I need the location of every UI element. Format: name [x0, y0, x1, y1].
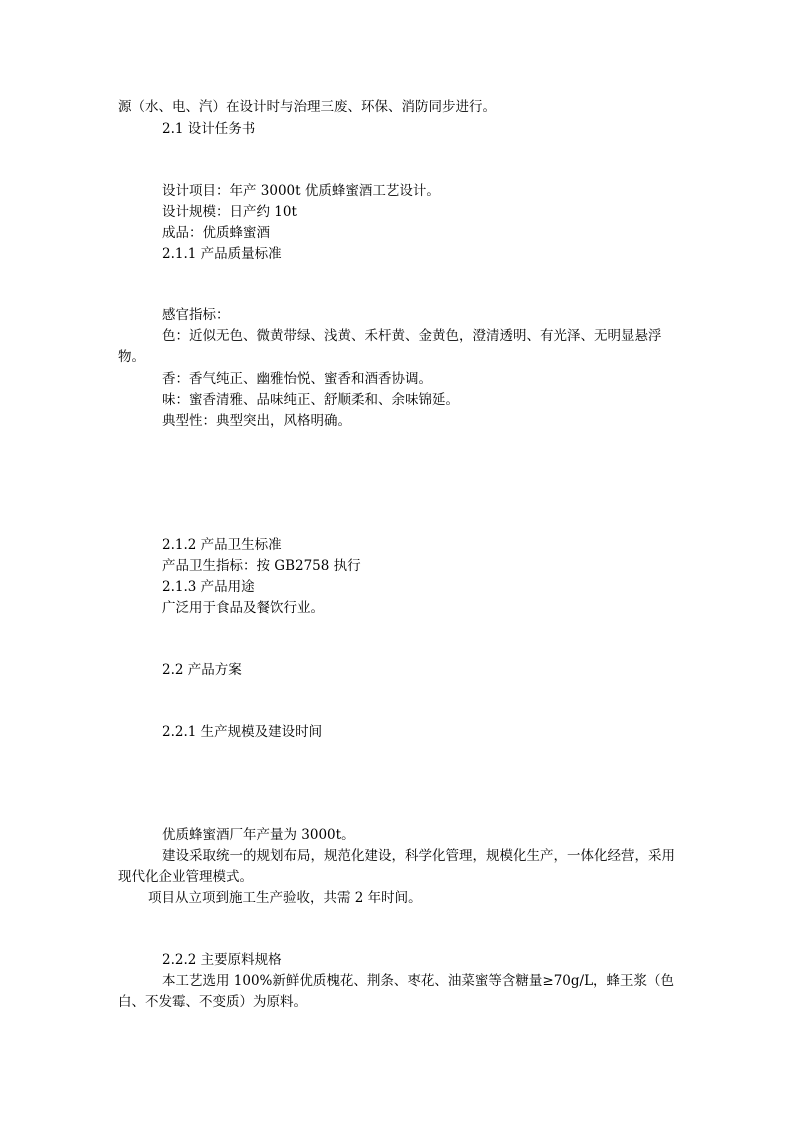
section-heading: 2.1.1 产品质量标准 [162, 246, 282, 262]
paragraph-text: 建设采取统一的规划布局，规范化建设，科学化管理，规模化生产，一体化经营，采用现代化企业管理模式。 [118, 848, 675, 885]
paragraph-text: 设计项目：年产 3000t 优质蜂蜜酒工艺设计。 [162, 183, 440, 199]
section-heading: 2.2.2 主要原料规格 [162, 952, 282, 968]
section-heading: 2.1.3 产品用途 [162, 579, 255, 595]
paragraph-text: 成品：优质蜂蜜酒 [162, 225, 270, 241]
paragraph-text: 优质蜂蜜酒厂年产量为 3000t。 [162, 827, 355, 843]
section-heading: 2.1.2 产品卫生标准 [162, 537, 282, 553]
section-heading: 2.2 产品方案 [162, 662, 242, 678]
paragraph-text: 项目从立项到施工生产验收，共需 2 年时间。 [148, 890, 422, 906]
paragraph-text: 源（水、电、汽）在设计时与治理三废、环保、消防同步进行。 [118, 99, 496, 115]
paragraph-text: 产品卫生指标：按 GB2758 执行 [162, 558, 361, 574]
paragraph-text: 典型性：典型突出，风格明确。 [162, 413, 351, 429]
paragraph-text: 味：蜜香清雅、品味纯正、舒顺柔和、余味锦延。 [162, 392, 459, 408]
paragraph-text: 设计规模：日产约 10t [162, 204, 297, 220]
section-heading: 2.2.1 生产规模及建设时间 [162, 724, 323, 740]
paragraph-text: 广泛用于食品及餐饮行业。 [162, 600, 324, 616]
section-heading: 2.1 设计任务书 [162, 121, 256, 137]
paragraph-text: 色：近似无色、微黄带绿、浅黄、禾杆黄、金黄色，澄清透明、有光泽、无明显悬浮物。 [118, 328, 662, 365]
paragraph-text: 香：香气纯正、幽雅怡悦、蜜香和酒香协调。 [162, 371, 432, 387]
paragraph-text: 感官指标： [162, 307, 230, 323]
paragraph-text: 本工艺选用 100%新鲜优质槐花、荆条、枣花、油菜蜜等含糖量≥70g/L，蜂王浆（色白、不发霉、不变质）为原料。 [118, 973, 675, 1010]
